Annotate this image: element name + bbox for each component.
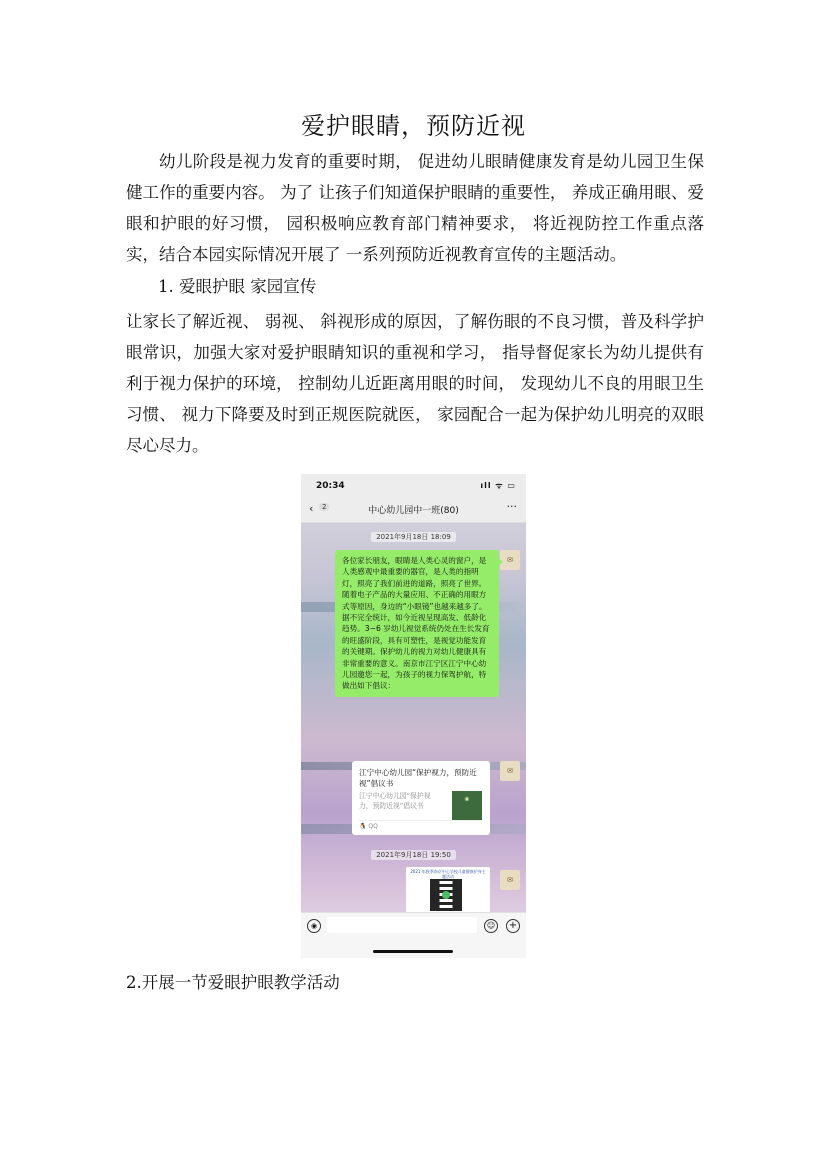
- avatar[interactable]: ✉: [500, 761, 520, 781]
- section-paragraph-1: 让家长了解近视、 弱视、 斜视形成的原因，了解伤眼的不良习惯，普及科学护眼常识，加强大家对爱护眼睛知识的重视和学习， 指导督促家长为幼儿提供有利于视力保护的环境， 控制幼儿近距离用眼的时间， 发现幼儿不良的用眼卫生习惯、 视力下降要及时到正规医院就医， 家园配合一起为保护幼儿明亮的双眼尽心尽力。: [126, 312, 704, 455]
- section-heading-2: 2.开展一节爱眼护眼教学活动: [126, 973, 340, 992]
- message-timestamp: 2021年9月18日 19:50: [301, 850, 526, 860]
- page-title: 爱护眼睛，预防近视: [301, 112, 526, 140]
- avatar[interactable]: ✉: [500, 550, 520, 570]
- status-bar: [301, 474, 526, 496]
- card-source: 🐧 QQ: [359, 820, 483, 830]
- card-title: 江宁中心幼儿园“保护视力，预防近视”倡议书: [359, 768, 477, 788]
- image-message[interactable]: [406, 867, 490, 915]
- unread-badge: 2: [319, 503, 329, 511]
- home-indicator: [373, 950, 453, 953]
- qr-code-icon: [430, 879, 462, 911]
- link-card[interactable]: [352, 761, 490, 835]
- status-icons: ıll ᯤ ▭: [480, 481, 516, 490]
- input-bar: [301, 912, 526, 958]
- chat-screenshot: [301, 474, 526, 958]
- message-input[interactable]: [327, 917, 477, 933]
- chevron-left-icon[interactable]: ‹: [309, 502, 314, 515]
- avatar[interactable]: ✉: [500, 870, 520, 890]
- message-timestamp: 2021年9月18日 18:09: [301, 532, 526, 542]
- card-description: 江宁中心幼儿园“保护视力，预防近视”倡议书: [359, 792, 431, 810]
- intro-paragraph: 幼儿阶段是视力发育的重要时期， 促进幼儿眼睛健康发育是幼儿园卫生保健工作的重要内容。 为了 让孩子们知道保护眼睛的重要性， 养成正确用眼、爱眼和护眼的好习惯， 园积极响应教育部门精神要求， 将近视防控工作重点落实，结合本园实际情况开展了 一系列预防近视教育宣传的主题活动。: [126, 152, 704, 264]
- voice-icon[interactable]: ◉: [307, 919, 321, 933]
- plus-icon[interactable]: +: [506, 919, 520, 933]
- emoji-icon[interactable]: ☺: [484, 919, 498, 933]
- section-heading-1: 1. 爱眼护眼 家园宣传: [158, 277, 317, 296]
- chat-header: [301, 496, 526, 523]
- card-thumbnail: ❀: [452, 791, 482, 821]
- chat-title: 中心幼儿园中一班(80): [368, 506, 459, 516]
- message-bubble[interactable]: 各位家长朋友，眼睛是人类心灵的窗户，是人类感观中最重要的器官，是人类的指明灯，照亮了我们前进的道路，照亮了世界。随着电子产品的大量应用、不正确的用眼方式等原因，身边的“小眼镜”也越来越多了。据不完全统计，如今近视呈现高发、低龄化趋势。3~6 岁幼儿视觉系统仍处在生长发育的旺盛阶段，具有可塑性，是视觉功能发育的关键期。保护幼儿的视力对幼儿健康具有非常重要的意义。南京市江宁区江宁中心幼儿园邀您一起，为孩子的视力保驾护航，特做出如下倡议：: [335, 550, 499, 697]
- image-caption: 2021 年秋季南京中心学校儿童健康护身主题活动: [410, 869, 486, 879]
- more-icon[interactable]: ···: [506, 500, 517, 513]
- status-time: 20:34: [316, 481, 345, 491]
